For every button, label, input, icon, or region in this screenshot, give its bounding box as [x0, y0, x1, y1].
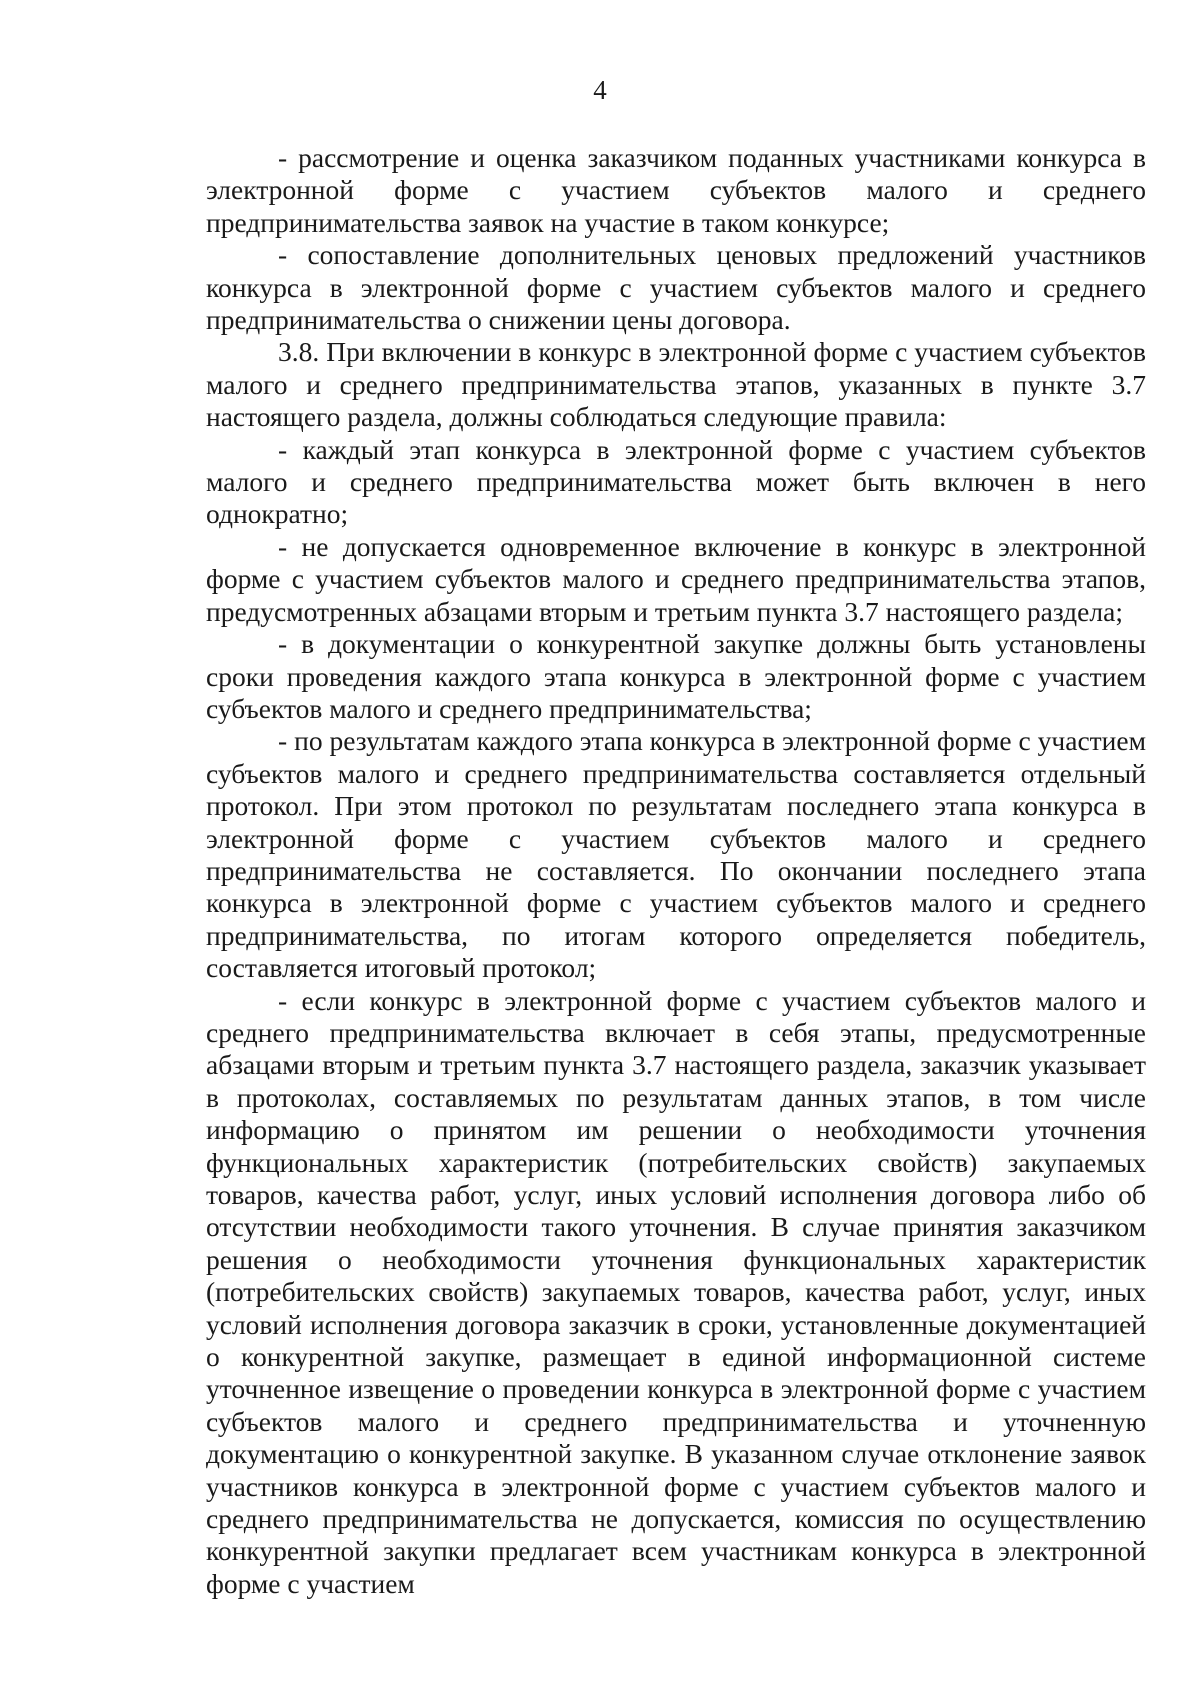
paragraph-stage-protocols: - по результатам каждого этапа конкурса в электронной форме с участием субъектов малого и среднего предпринимательства составляется отдельный протокол. При этом протокол по результатам последнего этапа конкурса в электронной форме с участием субъектов малого и среднего предпринимательства не составляется. По окончании последнего этапа конкурса в электронной форме с участием субъектов малого и среднего предпринимательства, по итогам которого определяется победитель, составляется итоговый протокол; — [206, 725, 1146, 984]
paragraph-stage-once: - каждый этап конкурса в электронной форме с участием субъектов малого и среднего предпринимательства может быть включен в него однократно; — [206, 433, 1146, 530]
paragraph-stage-deadlines: - в документации о конкурентной закупке должны быть установлены сроки проведения каждого этапа конкурса в электронной форме с участием субъектов малого и среднего предпринимательства; — [206, 628, 1146, 724]
paragraph-price-offers: - сопоставление дополнительных ценовых предложений участников конкурса в электронной форме с участием субъектов малого и среднего предпринимательства о снижении цены договора. — [206, 239, 1146, 336]
paragraph-no-simultaneous-stages: - не допускается одновременное включение в конкурс в электронной форме с участием субъектов малого и среднего предпринимательства этапов, предусмотренных абзацами вторым и третьим пункта 3.7 настоящего раздела; — [206, 530, 1146, 627]
page-number: 4 — [593, 75, 607, 105]
document-body — [206, 142, 1146, 1600]
paragraph-clarification: - если конкурс в электронной форме с участием субъектов малого и среднего предпринимательства включает в себя этапы, предусмотренные абзацами вторым и третьим пункта 3.7 настоящего раздела, заказчик указывает в протоколах, составляемых по результатам данных этапов, в том числе информацию о принятом им решении о необходимости уточнения функциональных характеристик (потребительских свойств) закупаемых товаров, качества работ, услуг, иных условий исполнения договора либо об отсутствии необходимости такого уточнения. В случае принятия заказчиком решения о необходимости уточнения функциональных характеристик (потребительских свойств) закупаемых товаров, качества работ, услуг, иных условий исполнения договора заказчик в сроки, установленные документацией о конкурентной закупке, размещает в единой информационной системе уточненное извещение о проведении конкурса в электронной форме с участием субъектов малого и среднего предпринимательства и уточненную документацию о конкурентной закупке. В указанном случае отклонение заявок участников конкурса в электронной форме с участием субъектов малого и среднего предпринимательства не допускается, комиссия по осуществлению конкурентной закупки предлагает всем участникам конкурса в электронной форме с участием — [206, 984, 1146, 1599]
paragraph-review-applications: - рассмотрение и оценка заказчиком поданных участниками конкурса в электронной форме с участием субъектов малого и среднего предпринимательства заявок на участие в таком конкурсе; — [206, 142, 1146, 238]
paragraph-section-3-8: 3.8. При включении в конкурс в электронной форме с участием субъектов малого и среднего предпринимательства этапов, указанных в пункте 3.7 настоящего раздела, должны соблюдаться следующие правила: — [206, 336, 1146, 433]
